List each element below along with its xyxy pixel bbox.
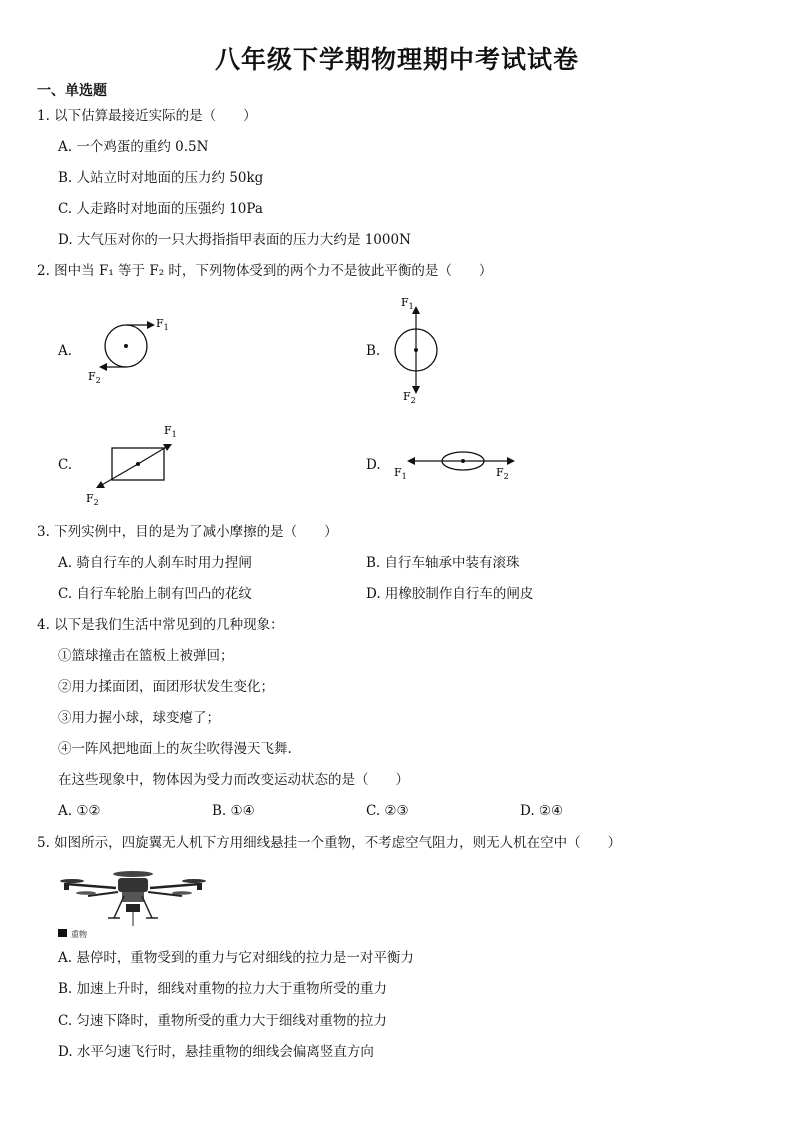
q2-label-b: B. (366, 343, 381, 359)
q4-item-4: ④一阵风把地面上的灰尘吹得漫天飞舞. (58, 741, 292, 757)
q5-stem: 5. 如图所示，四旋翼无人机下方用细线悬挂一个重物，不考虑空气阻力，则无人机在空中（ ） (37, 835, 622, 851)
q4-question: 在这些现象中，物体因为受力而改变运动状态的是（ ） (58, 772, 409, 788)
q2-diagram-a (80, 308, 190, 388)
exam-title: 八年级下学期物理期中考试试卷 (214, 45, 579, 74)
q4-item-1: ①篮球撞击在篮板上被弹回； (58, 648, 234, 664)
q3-option-b: B. 自行车轴承中装有滚珠 (366, 555, 520, 571)
q1-option-c: C. 人走路时对地面的压强约 10Pa (58, 201, 263, 217)
q2-label-a: A. (58, 343, 73, 359)
q2-label-c: C. (58, 457, 73, 473)
q4-option-c: C. ②③ (366, 803, 409, 819)
drone-illustration (58, 866, 208, 944)
q3-option-d: D. 用橡胶制作自行车的闸皮 (366, 586, 534, 602)
drone-caption: 重物 (71, 930, 87, 939)
q5-option-b: B. 加速上升时，细线对重物的拉力大于重物所受的重力 (58, 981, 388, 997)
q5-option-a: A. 悬停时，重物受到的重力与它对细线的拉力是一对平衡力 (58, 950, 414, 966)
q2-diagram-d (390, 446, 520, 486)
q3-option-c: C. 自行车轮胎上制有凹凸的花纹 (58, 586, 252, 602)
q4-stem: 4. 以下是我们生活中常见到的几种现象： (37, 617, 284, 633)
q2-label-d: D. (366, 457, 381, 473)
f1-label: $F_1$ (164, 424, 177, 439)
q1-option-b: B. 人站立时对地面的压力约 50kg (58, 170, 264, 186)
q1-stem: 1. 以下估算最接近实际的是（ ） (37, 108, 257, 124)
q4-option-b: B. ①④ (212, 803, 255, 819)
section-heading: 一、单选题 (37, 83, 107, 99)
f2-label: $F_2$ (88, 370, 101, 385)
q4-item-2: ②用力揉面团，面团形状发生变化； (58, 679, 274, 695)
f2-label: $F_2$ (403, 390, 416, 405)
q4-option-a: A. ①② (58, 803, 101, 819)
q1-option-a: A. 一个鸡蛋的重约 0.5N (58, 139, 209, 155)
q4-option-d: D. ②④ (520, 803, 564, 819)
f1-label: $F_1$ (394, 466, 407, 481)
q5-option-c: C. 匀速下降时，重物所受的重力大于细线对重物的拉力 (58, 1013, 387, 1029)
q5-option-d: D. 水平匀速飞行时，悬挂重物的细线会偏离竖直方向 (58, 1044, 374, 1060)
q3-option-a: A. 骑自行车的人刹车时用力捏闸 (58, 555, 252, 571)
q4-item-3: ③用力握小球，球变瘪了； (58, 710, 220, 726)
f2-label: $F_2$ (496, 466, 509, 481)
q2-diagram-c (80, 420, 190, 510)
q3-stem: 3. 下列实例中，目的是为了减小摩擦的是（ ） (37, 524, 338, 540)
q2-stem: 2. 图中当 F₁ 等于 F₂ 时，下列物体受到的两个力不是彼此平衡的是（ ） (37, 263, 493, 279)
f1-label: $F_1$ (401, 296, 414, 311)
f1-label: $F_1$ (156, 317, 169, 332)
q2-diagram-b (385, 292, 455, 407)
q1-option-d: D. 大气压对你的一只大拇指指甲表面的压力大约是 1000N (58, 232, 411, 248)
f2-label: $F_2$ (86, 492, 99, 507)
